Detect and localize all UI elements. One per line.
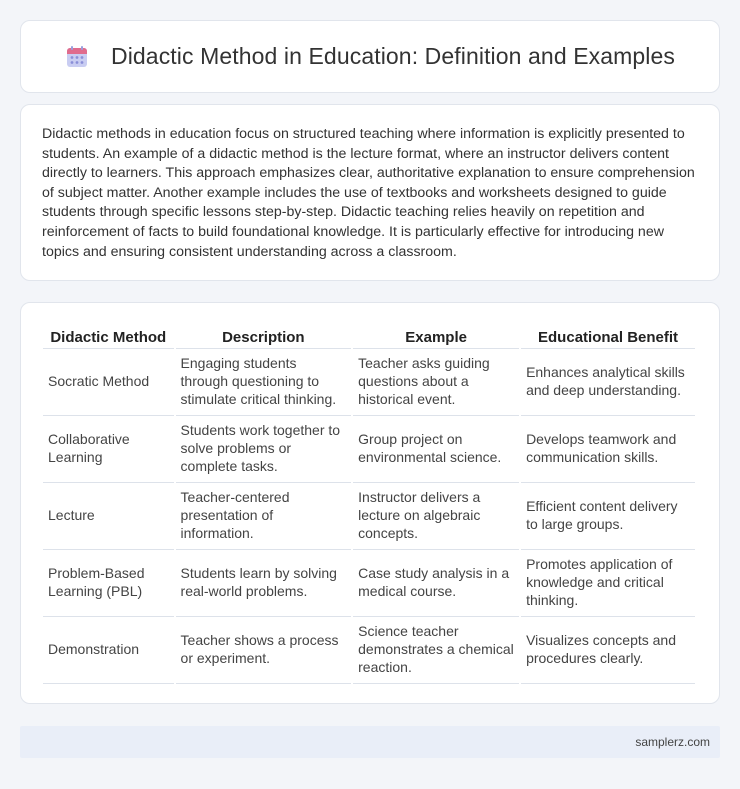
column-header-example: Example: [353, 323, 519, 349]
footer: [20, 726, 720, 758]
column-header-method: Didactic Method: [43, 323, 174, 349]
header-card: [20, 20, 720, 93]
table-cell-method: Collaborative Learning: [43, 416, 174, 483]
table-row: [43, 483, 695, 550]
column-header-benefit: Educational Benefit: [521, 323, 695, 349]
table-cell-benefit: Develops teamwork and communication skills.: [521, 416, 695, 483]
table-row: [43, 617, 695, 684]
table-row: [43, 550, 695, 617]
table-cell-benefit: Enhances analytical skills and deep understanding.: [521, 349, 695, 416]
header: [65, 43, 675, 70]
table-cell-example: Group project on environmental science.: [353, 416, 519, 483]
table-row: [43, 416, 695, 483]
table-cell-method: Socratic Method: [43, 349, 174, 416]
table-row: [43, 349, 695, 416]
table-cell-method: Problem-Based Learning (PBL): [43, 550, 174, 617]
table-cell-description: Students work together to solve problems or complete tasks.: [176, 416, 352, 483]
footer-site-link[interactable]: samplerz.com: [635, 735, 710, 749]
intro-card: [20, 104, 720, 281]
table-cell-example: Instructor delivers a lecture on algebraic concepts.: [353, 483, 519, 550]
table-cell-example: Case study analysis in a medical course.: [353, 550, 519, 617]
calendar-icon: [65, 45, 89, 69]
table-cell-benefit: Visualizes concepts and procedures clearly.: [521, 617, 695, 684]
page-title: Didactic Method in Education: Definition and Examples: [111, 43, 675, 69]
table-cell-method: Lecture: [43, 483, 174, 550]
table-cell-description: Teacher-centered presentation of information.: [176, 483, 352, 550]
table-card: [20, 302, 720, 704]
table-cell-description: Students learn by solving real-world problems.: [176, 550, 352, 617]
table-cell-description: Engaging students through questioning to stimulate critical thinking.: [176, 349, 352, 416]
table-cell-description: Teacher shows a process or experiment.: [176, 617, 352, 684]
table-cell-benefit: Efficient content delivery to large groups.: [521, 483, 695, 550]
table-cell-example: Teacher asks guiding questions about a historical event.: [353, 349, 519, 416]
table-cell-benefit: Promotes application of knowledge and critical thinking.: [521, 550, 695, 617]
methods-table: [41, 323, 697, 684]
intro-paragraph: Didactic methods in education focus on structured teaching where information is explicitly presented to students. An example of a didactic method is the lecture format, where an instructor delivers content directly to learners. This approach emphasizes clear, authoritative explanation to ensure comprehension of subject matter. Another example includes the use of textbooks and worksheets designed to guide students through specific lessons step-by-step. Didactic teaching relies heavily on repetition and reinforcement of facts to build foundational knowledge. It is particularly effective for introducing new topics and ensuring consistent understanding across a classroom.: [42, 126, 695, 260]
table-cell-method: Demonstration: [43, 617, 174, 684]
table-header-row: [43, 323, 695, 349]
column-header-description: Description: [176, 323, 352, 349]
table-cell-example: Science teacher demonstrates a chemical reaction.: [353, 617, 519, 684]
